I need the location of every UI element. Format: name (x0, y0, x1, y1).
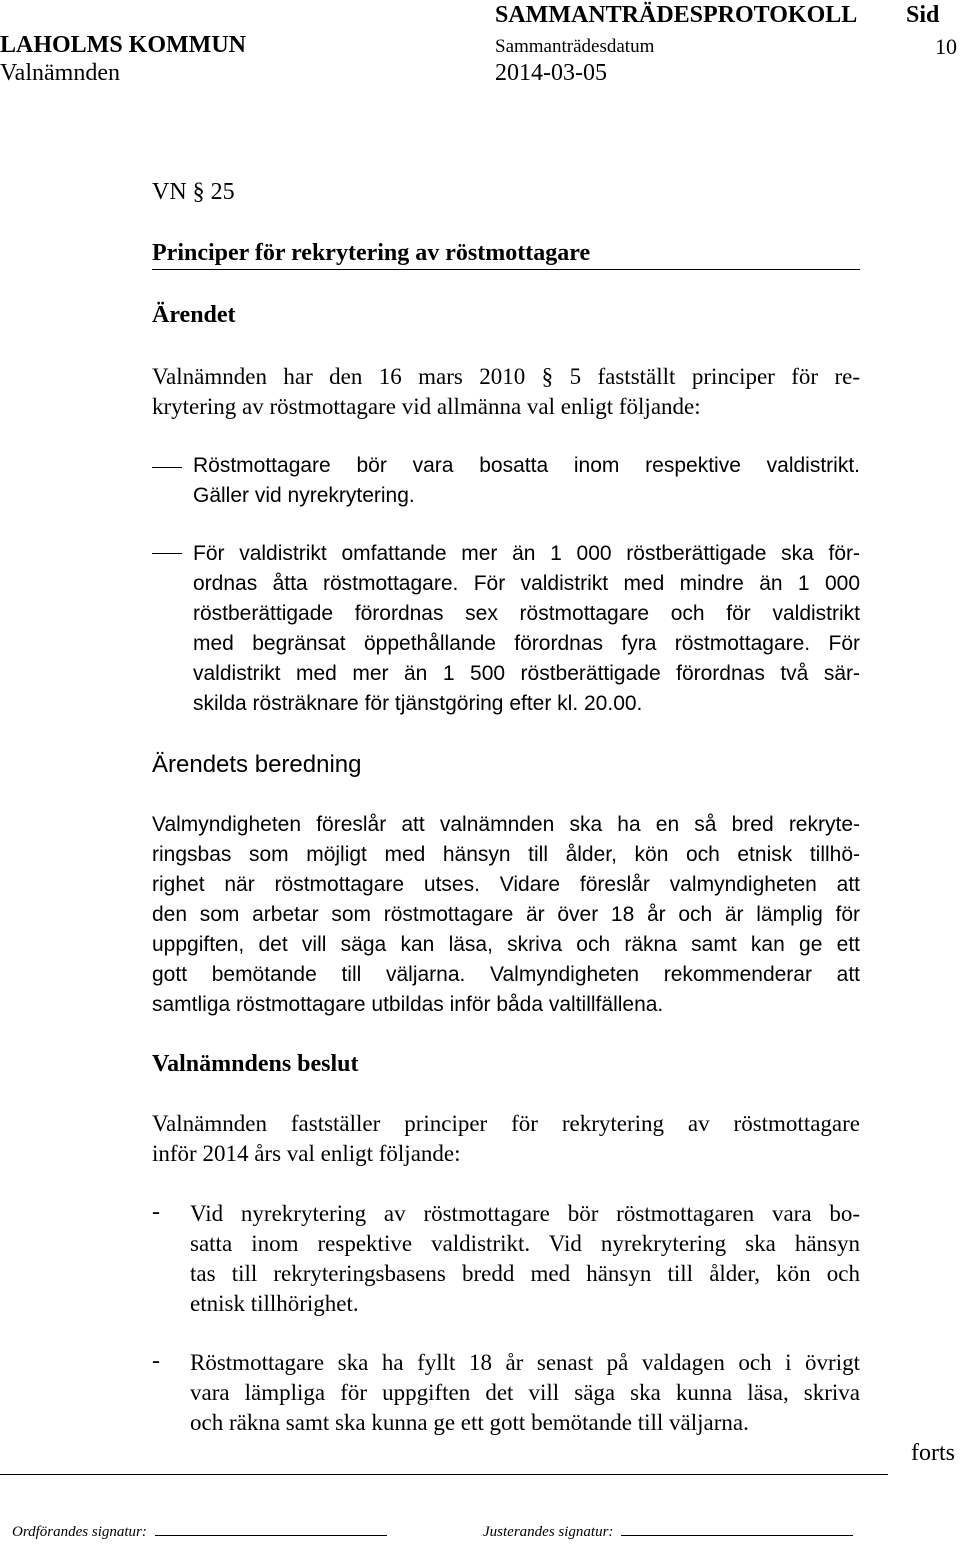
beslut-intro: Valnämnden fastställer principer för rekrytering av röstmottagare inför 2014 års val enligt följande: (152, 1111, 860, 1166)
beslut-item-1: Vid nyrekrytering av röstmottagare bör röstmottagaren vara bo- satta inom respektive valdistrikt. Vid nyrekrytering ska hänsyn tas till rekryteringsbasens bredd med hänsyn till ålder, kön och etnisk tillhörighet. (190, 1201, 860, 1316)
chair-signature (12, 1521, 387, 1541)
sid-label: Sid (906, 2, 940, 28)
beredning-text: Valmyndigheten föreslår att valnämnden ska ha en så bred rekryte- ringsbas som möjligt med hänsyn till ålder, kön och etnisk tillhö- righet när röstmottagare utses. Vidare föreslår valmyndigheten att den som arbetar som röstmottagare är över 18 år och är lämplig för uppgiften, det vill säga kan läsa, skriva och räkna samt kan ge ett gott bemötande till väljarna. Valmyndigheten rekommenderar att samtliga röstmottagare utbildas inför båda valtillfällena. (152, 813, 860, 1016)
section-heading-arendet: Ärendet (152, 302, 236, 328)
case-number: VN § 25 (152, 179, 235, 205)
section-heading-beredning: Ärendets beredning (152, 751, 362, 778)
arendet-item-2: För valdistrikt omfattande mer än 1 000 röstberättigade ska för- ordnas åtta röstmottagare. För valdistrikt med mindre än 1 000 röstberättigade förordnas sex röstmottagare och för valdistrikt med begränsat öppethållande förordnas fyra röstmottagare. För valdistrikt med mer än 1 500 röstberättigade förordnas två sär- skilda rösträknare för tjänstgöring efter kl. 20.00. (193, 542, 860, 715)
organisation-name: LAHOLMS KOMMUN (0, 32, 246, 58)
chair-signature-label: Ordförandes signatur: (12, 1524, 147, 1540)
bullet-marker: - (152, 1348, 160, 1374)
dash-bullet (152, 467, 182, 468)
dash-bullet (152, 553, 182, 554)
meeting-date: 2014-03-05 (495, 60, 607, 86)
document-type: SAMMANTRÄDESPROTOKOLL (495, 2, 858, 28)
arendet-intro: Valnämnden har den 16 mars 2010 § 5 fastställt principer för re- krytering av röstmottagare vid allmänna val enligt följande: (152, 364, 860, 419)
adjuster-signature-line (621, 1521, 853, 1536)
title-underline (152, 269, 860, 270)
date-label: Sammanträdesdatum (495, 36, 655, 57)
continued-marker: forts (911, 1440, 955, 1466)
section-heading-beslut: Valnämndens beslut (152, 1051, 359, 1077)
page-number: 10 (935, 34, 957, 59)
bullet-marker: - (152, 1199, 160, 1225)
case-title: Principer för rekrytering av röstmottagare (152, 240, 591, 266)
arendet-item-1: Röstmottagare bör vara bosatta inom respektive valdistrikt. Gäller vid nyrekrytering. (193, 454, 860, 507)
adjuster-signature (483, 1521, 853, 1541)
adjuster-signature-label: Justerandes signatur: (483, 1524, 614, 1540)
chair-signature-line (155, 1521, 387, 1536)
committee-name: Valnämnden (0, 60, 120, 86)
page-bottom-rule (0, 1474, 888, 1475)
beslut-item-2: Röstmottagare ska ha fyllt 18 år senast på valdagen och i övrigt vara lämpliga för uppgiften det vill säga ska kunna läsa, skriva och räkna samt ska kunna ge ett gott bemötande till väljarna. (190, 1350, 860, 1435)
